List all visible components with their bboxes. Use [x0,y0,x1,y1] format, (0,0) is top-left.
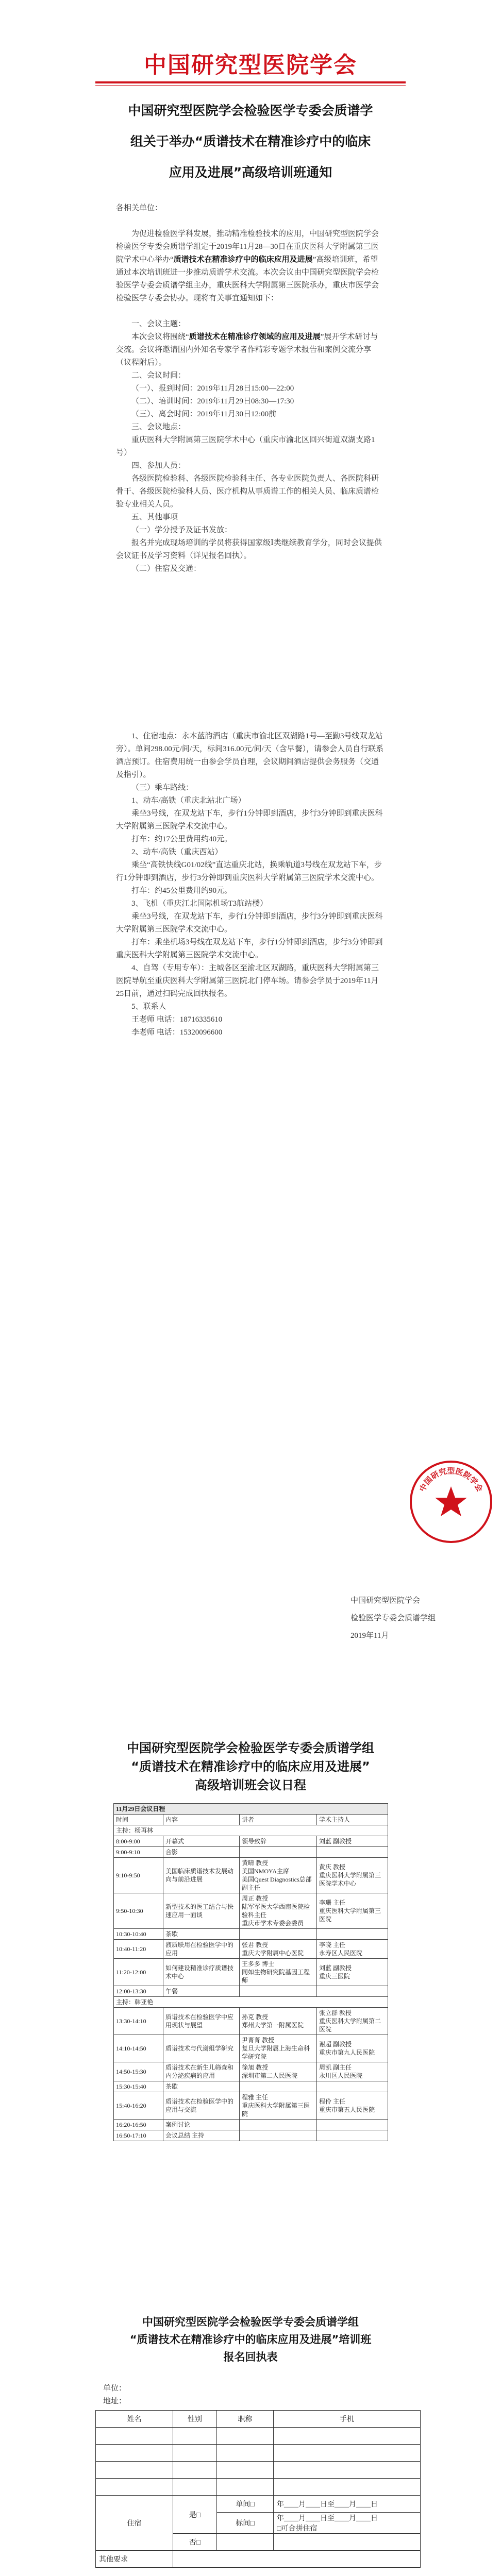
section-heading: 五、其他事项 [131,513,178,521]
schedule-topic: 质谱技术在新生儿筛查和内分泌疾病的应用 [163,2062,240,2081]
schedule-host: 程伶 主任 重庆市第五人民医院 [317,2092,388,2120]
column-header: 性别 [173,2411,217,2428]
table-row [114,1997,388,2008]
title-cell[interactable] [217,2462,274,2479]
lodging-yes[interactable]: 是□ [173,2496,217,2534]
svg-text:中国研究型医院学会: 中国研究型医院学会 [417,1466,485,1494]
sub-heading: 5、联系人 [131,1003,166,1011]
other-needs-row [96,2551,421,2568]
session-chair: 主持：韩亚艳 [114,1997,388,2008]
date-range[interactable]: 年____月____日至____月____日 [274,2496,421,2513]
schedule-speaker: 孙克 教授 郑州大学第一附属医院 [240,2008,317,2035]
schedule-time: 16:20-16:50 [114,2120,163,2130]
schedule-speaker: 尹菁菁 教授 复旦大学附属上海生命科学研究院 [240,2035,317,2062]
schedule-time: 9:00-9:10 [114,1847,163,1858]
schedule-host: 李珊 主任 重庆医科大学附属第三医院 [317,1893,388,1929]
table-row [114,1825,388,1836]
section-body: 本次会议将围绕“质谱技术在精准诊疗领域的应用及进展”展开学术研讨与交流。会议将邀请国内外知名专家学者作精彩专题学术报告和案例交流分享（议程附后）。 [116,333,378,367]
column-header: 手机 [274,2411,421,2428]
sub-heading: （一）学分授予及证书发放： [131,526,232,534]
gender-cell[interactable] [173,2479,217,2496]
header-rule-thick [95,81,406,83]
gender-cell[interactable] [173,2428,217,2445]
title-cell[interactable] [217,2428,274,2445]
notice-body [116,202,384,1039]
schedule-host [317,2130,388,2141]
schedule-speaker: 张君 教授 重庆大学附属中心医院 [240,1940,317,1959]
schedule-speaker: 程雅 主任 重庆医科大学附属第三医院 [240,2092,317,2120]
schedule-topic: 案例讨论 [163,2120,240,2130]
section-heading: 三、会议地点： [131,423,186,431]
name-cell[interactable] [96,2445,173,2462]
table-row [96,2462,421,2479]
route-line: 1、动车/高铁（重庆北站北广场） [131,796,246,805]
title-cell[interactable] [217,2445,274,2462]
day-header: 11月29日会议日程 [114,1804,388,1815]
sign-sub: 检验医学专委会质谱学组 [350,1614,436,1622]
sign-org: 中国研究型医院学会 [350,1597,421,1605]
org-title: 中国研究型医院学会 [144,52,357,78]
registration-title [0,2313,501,2366]
schedule-host: 李晓 主任 永寿区人民医院 [317,1940,388,1959]
contact-line: 王老师 电话：18716335610 [131,1015,223,1024]
table-row [114,1929,388,1940]
schedule-time: 9:50-10:30 [114,1893,163,1929]
single-room-option[interactable]: 单间□ [217,2496,274,2513]
schedule-time: 11:20-12:00 [114,1959,163,1986]
schedule-host: 刘蓝 副教授 重庆三医院 [317,1959,388,1986]
share-option[interactable]: □可合拼住宿 [277,2525,318,2533]
schedule-speaker: 王多多 博士 同如生物研究院基因工程师 [240,1959,317,1986]
intro-highlight: 质谱技术在精准诊疗中的临床应用及进展 [173,256,313,264]
schedule-host: 张立群 教授 重庆医科大学附属第二医院 [317,2008,388,2035]
route-line: 乘坐3号线，在双龙站下车，步行1分钟即到酒店，步行3分钟即到重庆医科大学附属第三医院学术交流中心。 [116,809,383,831]
schedule-host: 谢超 副教授 重庆市第九人民医院 [317,2035,388,2062]
column-header: 时间 [114,1815,163,1825]
table-row [114,2081,388,2092]
schedule-title-line: 高级培训班会议日程 [195,1778,306,1792]
schedule-topic: 会议总结 主持 [163,2130,240,2141]
schedule-speaker: 周正 教授 陆军军医大学西南医院检验科主任 重庆市学术专委会委员 [240,1893,317,1929]
schedule-topic: 质谱技术与代谢组学研究 [163,2035,240,2062]
route-line: 打车：约45公里费用约90元。 [131,887,232,895]
schedule-title [0,1739,501,1794]
date-range[interactable]: 年____月____日至____月____日 □可合拼住宿 [274,2513,421,2534]
table-row [114,1804,388,1815]
gender-cell[interactable] [173,2462,217,2479]
registration-table [95,2410,421,2568]
phone-cell[interactable] [274,2445,421,2462]
schedule-topic: 液质联用在检验医学中的应用 [163,1940,240,1959]
table-row [114,2130,388,2141]
lodging-label: 住宿 [96,2496,173,2551]
theme-highlight: 质谱技术在精准诊疗领域的应用及进展 [189,333,321,341]
schedule-speaker [240,1847,317,1858]
schedule-host [317,2081,388,2092]
schedule-topic: 质谱技术在检验医学中的应用与交流 [163,2092,240,2120]
sign-date: 2019年11月 [350,1632,389,1640]
schedule-time: 9:10-9:50 [114,1858,163,1893]
schedule-speaker: 黄晴 教授 美国NMOYA主席 美国Quest Diagnostics总部副主任 [240,1858,317,1893]
section-body: 各级医院检验科、各级医院检验科主任、各专业医院负责人、各医院科研骨干、各级医院检验科人员、医疗机构从事质谱工作的相关人员、临床质谱检验专业相关人员。 [116,474,379,509]
route-line: 打车：约17公里费用约40元。 [131,835,232,843]
name-cell[interactable] [96,2428,173,2445]
schedule-speaker [240,2130,317,2141]
time-item: （一）、报到时间：2019年11月28日15:00—22:00 [131,384,294,393]
table-row [114,2120,388,2130]
schedule-time: 13:30-14:10 [114,2008,163,2035]
route-line: 3、飞机（重庆江北国际机场T3航站楼） [131,900,268,908]
schedule-topic: 茶歇 [163,2081,240,2092]
phone-cell[interactable] [274,2428,421,2445]
section-body: 4、自驾（专用专车）：主城各区至渝北区双湖路，重庆医科大学附属第三医院导航至重庆医科大学附属第三医院北门停车场。请参会学员于2019年11月25日前，通过扫码完成回执报名。 [116,964,379,998]
schedule-time: 14:50-15:30 [114,2062,163,2081]
column-header: 讲者 [240,1815,317,1825]
official-seal [407,1458,495,1546]
table-row [114,2035,388,2062]
section-body: 重庆医科大学附属第三医院学术中心（重庆市渝北区回兴街道双湖支路1号） [116,436,375,457]
table-row [96,2479,421,2496]
schedule-topic: 如何建设精准诊疗质谱技术中心 [163,1959,240,1986]
table-row [114,1959,388,1986]
other-needs-label: 其他要求 [96,2551,173,2568]
schedule-speaker: 领导致辞 [240,1836,317,1847]
table-row [96,2428,421,2445]
sub-heading: （二）住宿及交通： [131,565,202,573]
section-heading: 四、参加人员： [131,462,186,470]
schedule-topic: 新型技术的医工结合与快速应用一面谈 [163,1893,240,1929]
title-cell[interactable] [217,2479,274,2496]
registration-title-line: 报名回执表 [223,2351,278,2363]
table-row [114,1986,388,1997]
phone-cell[interactable] [274,2462,421,2479]
route-line: 打车：乘坐机场3号线在双龙站下车，步行1分钟即到酒店，步行3分钟即到重庆医科大学附属第三医院学术交流中心。 [116,938,383,959]
schedule-speaker [240,1986,317,1997]
registration-title-line: “质谱技术在精准诊疗中的临床应用及进展”培训班 [129,2333,372,2346]
address-label: 地址： [103,2397,127,2405]
schedule-table [113,1803,388,2141]
schedule-topic: 茶歇 [163,1929,240,1940]
table-row [114,2062,388,2081]
schedule-speaker [240,1929,317,1940]
schedule-time: 10:40-11:20 [114,1940,163,1959]
gender-cell[interactable] [173,2445,217,2462]
table-row [114,1847,388,1858]
contact-line: 李老师 电话：15320096600 [131,1028,223,1037]
schedule-time: 14:10-14:50 [114,2035,163,2062]
section-heading: 一、会议主题： [131,320,186,328]
table-row [114,1940,388,1959]
intro-paragraph: 为促进检验医学科发展，推动精准检验技术的应用，中国研究型医院学会检验医学专委会质谱学组定于2019年11月28—30日在重庆医科大学附属第三医院学术中心举办“质谱技术在精准诊疗中的临床应用及进展”高级培训班，希望通过本次培训班进一步推动质谱学术交流。本次会议由中国研究型医院学会检验医学专委会质谱学组主办，重庆医科大学附属第三医院承办，重庆市医学会检验医学专委会协办。现将有关事宜通知如下： [116,230,379,302]
schedule-title-line: 中国研究型医院学会检验医学专委会质谱学组 [127,1741,374,1755]
schedule-host [317,1929,388,1940]
schedule-time: 15:30-15:40 [114,2081,163,2092]
schedule-host: 刘蓝 副教授 [317,1836,388,1847]
table-row [114,2008,388,2035]
section-body: 1、住宿地点：永本蓝韵酒店（重庆市渝北区双湖路1号—至勤3号线双龙站旁）。单间298.00元/间/天，标间316.00元/间/天（含早餐），请参会人员自行联系酒店预订。住宿费用统一由参会学员自理，会议期间酒店提供会务服务（交通及指引）。 [116,732,384,779]
schedule-time: 10:30-10:40 [114,1929,163,1940]
unit-label: 单位： [103,2384,127,2393]
time-item: （二）、培训时间：2019年11月29日08:30—17:30 [131,397,294,405]
column-header: 姓名 [96,2411,173,2428]
column-header: 学术主持人 [317,1815,388,1825]
time-item: （三）、离会时间：2019年11月30日12:00前 [131,410,277,418]
schedule-title-line: “质谱技术在精准诊疗中的临床应用及进展” [131,1759,370,1774]
lodging-row [96,2496,421,2513]
route-line: 2、动车/高铁（重庆西站） [131,848,223,856]
phone-cell[interactable] [274,2479,421,2496]
column-header: 职称 [217,2411,274,2428]
schedule-speaker [240,2081,317,2092]
other-needs-field[interactable] [173,2551,421,2568]
schedule-host [317,1986,388,1997]
notice-title-line: 应用及进展”高级培训班通知 [169,165,332,180]
schedule-speaker [240,2120,317,2130]
salutation: 各相关单位： [116,204,163,212]
name-cell[interactable] [96,2479,173,2496]
schedule-time: 16:50-17:10 [114,2130,163,2141]
schedule-speaker: 徐旭 教授 深圳市第二人民医院 [240,2062,317,2081]
route-line: 乘坐3号线，在双龙站下车，步行1分钟即到酒店，步行3分钟即到重庆医科大学附属第三医院学术交流中心。 [116,912,383,934]
double-room-option[interactable]: 标间□ [217,2513,274,2534]
notice-title-line: 中国研究型医院学会检验医学专委会质谱学 [128,103,373,118]
schedule-time: 15:40-16:20 [114,2092,163,2120]
schedule-host: 黄庆 教授 重庆医科大学附属第三医院学术中心 [317,1858,388,1893]
registration-title-line: 中国研究型医院学会检验医学专委会质谱学组 [142,2316,359,2328]
name-cell[interactable] [96,2462,173,2479]
table-row [114,1858,388,1893]
schedule-topic: 午餐 [163,1986,240,1997]
section-heading: 二、会议时间： [131,371,186,380]
column-header: 内容 [163,1815,240,1825]
signature-block [350,1592,464,1645]
sub-heading: （三）乘车路线： [131,784,194,792]
lodging-no[interactable]: 否□ [173,2534,217,2551]
schedule-topic: 合影 [163,1847,240,1858]
header-rule-thin [95,85,406,86]
table-header-row [96,2411,421,2428]
notice-title [0,95,501,188]
schedule-topic: 开幕式 [163,1836,240,1847]
table-row [114,1836,388,1847]
notice-title-line: 组关于举办“质谱技术在精准诊疗中的临床 [130,134,371,149]
schedule-topic: 质谱技术在检验医学中应用现状与展望 [163,2008,240,2035]
schedule-host [317,2120,388,2130]
table-row [96,2445,421,2462]
schedule-host [317,1847,388,1858]
section-body: 报名并完成现场培训的学员将获得国家级Ⅰ类继续教育学分，同时会议提供会议证书及学习资料（详见报名回执）。 [116,539,382,560]
schedule-topic: 美国临床质谱技术发展动向与前沿进展 [163,1858,240,1893]
table-row [114,1893,388,1929]
table-header-row [114,1815,388,1825]
schedule-host: 周凯 副主任 永川区人民医院 [317,2062,388,2081]
schedule-time: 8:00-9:00 [114,1836,163,1847]
route-line: 乘坐“高铁快线G01/02线”直达重庆北站，换乘轨道3号线在双龙站下车，步行1分钟即到酒店，步行3分钟即到重庆医科大学附属第三医院学术交流中心。 [116,861,382,882]
table-row [114,2092,388,2120]
schedule-time: 12:00-13:30 [114,1986,163,1997]
session-chair: 主持：杨再林 [114,1825,388,1836]
